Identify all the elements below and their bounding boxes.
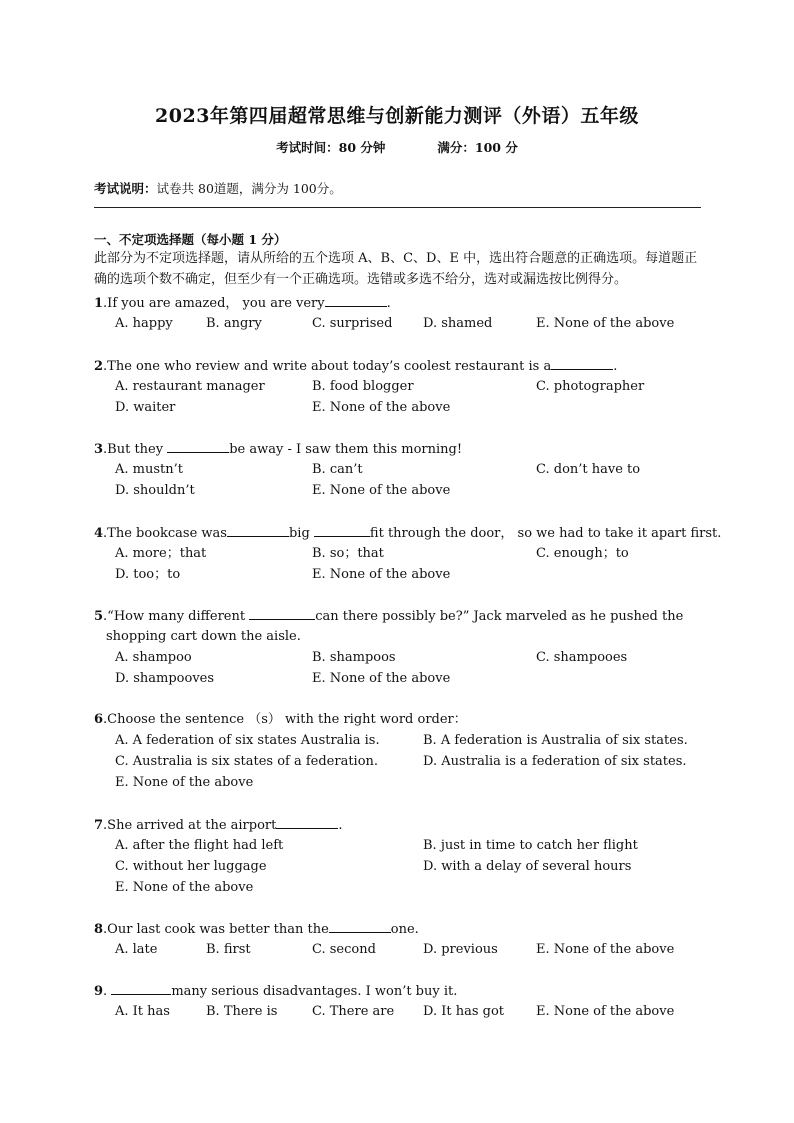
option-a[interactable]: A. It has <box>115 1004 170 1019</box>
option-e[interactable]: E. None of the above <box>536 316 675 331</box>
question-5 <box>94 605 706 689</box>
question-number: 2 <box>94 359 104 374</box>
question-number: 1 <box>94 296 104 311</box>
option-b[interactable]: B. shampoos <box>312 650 396 665</box>
question-stem: 3.But they be away - I saw them this morning! <box>94 438 706 459</box>
answer-blank <box>325 292 387 307</box>
question-stem: 7.She arrived at the airport . <box>94 814 706 835</box>
exam-note-label: 考试说明： <box>94 181 157 196</box>
answer-blank <box>111 980 171 995</box>
answer-blank <box>276 814 338 829</box>
option-d[interactable]: D. It has got <box>423 1004 505 1019</box>
option-c[interactable]: C. There are <box>312 1004 395 1019</box>
option-e[interactable]: E. None of the above <box>115 775 254 790</box>
question-stem: 6.Choose the sentence （s） with the right word order： <box>94 712 467 727</box>
option-b[interactable]: B. so；that <box>312 546 384 561</box>
option-c[interactable]: C. photographer <box>536 379 645 394</box>
divider <box>94 207 701 208</box>
question-4 <box>94 522 722 585</box>
exam-note <box>94 179 342 197</box>
option-b[interactable]: B. can’t <box>312 462 363 477</box>
option-a[interactable]: A. A federation of six states Australia is. <box>115 733 380 748</box>
answer-blank <box>314 522 370 537</box>
option-e[interactable]: E. None of the above <box>312 671 451 686</box>
question-stem: 4.The bookcase was big fit through the door， so we had to take it apart first. <box>94 522 706 543</box>
option-e[interactable]: E. None of the above <box>115 880 254 895</box>
option-c[interactable]: C. second <box>312 942 376 957</box>
section-title: 一、不定项选择题（每小题 1 分） <box>94 232 287 247</box>
option-c[interactable]: C. without her luggage <box>115 859 267 874</box>
question-2 <box>94 355 706 418</box>
option-d[interactable]: D. Australia is a federation of six states. <box>423 754 687 769</box>
option-a[interactable]: A. after the flight had left <box>115 838 284 853</box>
exam-note-text: 试卷共 80道题，满分为 100分。 <box>156 181 342 196</box>
exam-score: 满分：100 分 <box>437 140 518 155</box>
option-c[interactable]: C. surprised <box>312 316 393 331</box>
option-a[interactable]: A. late <box>115 942 158 957</box>
answer-blank <box>227 522 289 537</box>
option-e[interactable]: E. None of the above <box>312 483 451 498</box>
answer-blank <box>329 918 391 933</box>
answer-blank <box>167 438 229 453</box>
option-c[interactable]: C. shampooes <box>536 650 628 665</box>
question-3 <box>94 438 706 501</box>
question-number: 7 <box>94 818 104 833</box>
option-b[interactable]: B. angry <box>206 316 262 331</box>
exam-time: 考试时间：80 分钟 <box>276 140 386 155</box>
option-b[interactable]: B. first <box>206 942 251 957</box>
question-stem: 5.“How many different can there possibly be?” Jack marveled as he pushed the <box>94 605 706 626</box>
question-number: 6 <box>94 712 104 727</box>
question-stem: 1.If you are amazed， you are very . <box>94 292 706 313</box>
option-e[interactable]: E. None of the above <box>312 567 451 582</box>
option-b[interactable]: B. There is <box>206 1004 278 1019</box>
section-instructions: 此部分为不定项选择题，请从所给的五个选项 A、B、C、D、E 中，选出符合题意的正确选项。每道题正确的选项个数不确定，但至少有一个正确选项。选错或多选不给分，选对或漏选按比例得分。 <box>94 251 698 287</box>
option-a[interactable]: A. happy <box>115 316 173 331</box>
question-7 <box>94 814 706 898</box>
question-stem: 2.The one who review and write about today’s coolest restaurant is a . <box>94 355 706 376</box>
question-8 <box>94 918 706 960</box>
option-d[interactable]: D. previous <box>423 942 498 957</box>
option-d[interactable]: D. shamed <box>423 316 493 331</box>
exam-title: 2023年第四届超常思维与创新能力测评（外语）五年级 <box>155 105 639 127</box>
question-stem-continued: shopping cart down the aisle. <box>106 629 301 644</box>
option-a[interactable]: A. shampoo <box>115 650 192 665</box>
question-1 <box>94 292 706 334</box>
question-number: 9 <box>94 984 104 999</box>
question-number: 4 <box>94 526 104 541</box>
option-a[interactable]: A. mustn’t <box>115 462 183 477</box>
option-b[interactable]: B. A federation is Australia of six states. <box>423 733 688 748</box>
question-stem: 8.Our last cook was better than the one. <box>94 918 706 939</box>
question-9 <box>94 980 706 1022</box>
question-number: 3 <box>94 442 104 457</box>
option-c[interactable]: C. don’t have to <box>536 462 641 477</box>
option-d[interactable]: D. waiter <box>115 400 176 415</box>
option-d[interactable]: D. too；to <box>115 567 181 582</box>
question-number: 5 <box>94 609 104 624</box>
option-d[interactable]: D. with a delay of several hours <box>423 859 632 874</box>
option-e[interactable]: E. None of the above <box>536 942 675 957</box>
option-a[interactable]: A. restaurant manager <box>115 379 265 394</box>
option-e[interactable]: E. None of the above <box>312 400 451 415</box>
option-d[interactable]: D. shouldn’t <box>115 483 195 498</box>
option-b[interactable]: B. food blogger <box>312 379 414 394</box>
option-b[interactable]: B. just in time to catch her flight <box>423 838 638 853</box>
question-number: 8 <box>94 922 104 937</box>
answer-blank <box>249 605 315 620</box>
exam-meta <box>0 138 794 156</box>
option-c[interactable]: C. Australia is six states of a federation. <box>115 754 379 769</box>
question-6 <box>94 709 706 793</box>
option-c[interactable]: C. enough；to <box>536 546 629 561</box>
option-a[interactable]: A. more；that <box>115 546 207 561</box>
option-d[interactable]: D. shampooves <box>115 671 215 686</box>
question-stem: 9. many serious disadvantages. I won’t buy it. <box>94 980 706 1001</box>
answer-blank <box>551 355 613 370</box>
option-e[interactable]: E. None of the above <box>536 1004 675 1019</box>
